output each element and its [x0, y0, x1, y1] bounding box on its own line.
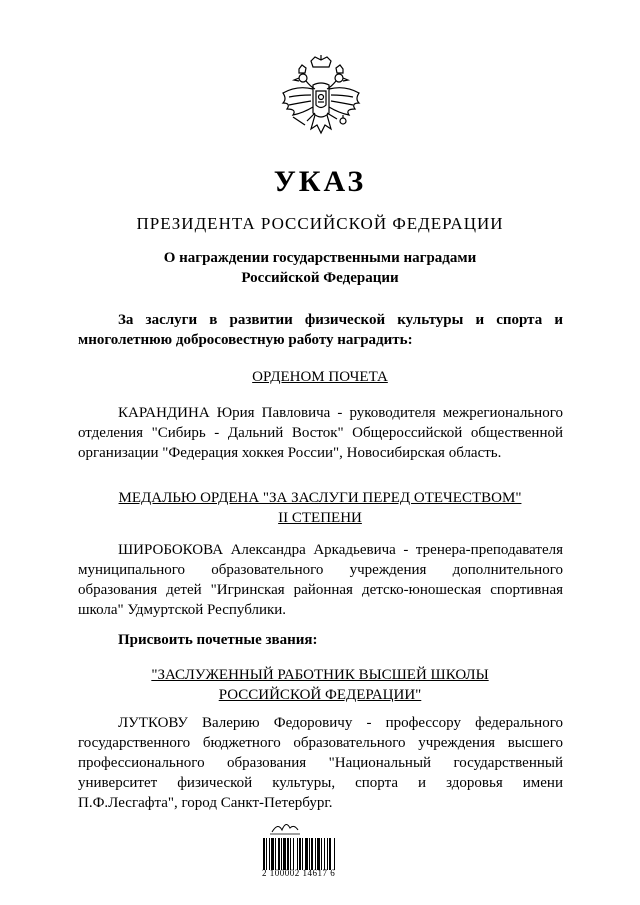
barcode-bar — [324, 838, 325, 870]
barcode-bar — [311, 838, 313, 870]
award-recipient-paragraph: ШИРОБОКОВА Александра Аркадьевича - тренера-преподавателя муниципального образовательного учреждения дополнительного образования детей "Игринская районная детско-юношеская спортивная школа" Удмуртской Республики. — [78, 542, 563, 618]
award-recipient-paragraph: КАРАНДИНА Юрия Павловича - руководителя межрегионального отделения "Сибирь - Дальний Восток" Общероссийской общественной организации "Федерация хоккея России", Новосибирская область. — [78, 405, 563, 461]
barcode-bar — [329, 838, 331, 870]
barcode-bar — [266, 838, 267, 870]
honorary-title-heading-line1: "ЗАСЛУЖЕННЫЙ РАБОТНИК ВЫСШЕЙ ШКОЛЫ — [151, 667, 489, 683]
honorary-recipient-paragraph: ЛУТКОВУ Валерию Федоровичу - профессору федерального государственного бюджетного образовательного учреждения высшего профессионального образования "Национальный государственный университет физической культуры, спорта и здоровья имени П.Ф.Лесгафта", город Санкт-Петербург. — [78, 715, 563, 811]
barcode-bar — [281, 838, 282, 870]
barcode-bar — [297, 838, 298, 870]
award-heading-medal — [0, 488, 640, 528]
honorary-title-heading — [0, 665, 640, 705]
barcode-bar — [283, 838, 286, 870]
barcode-bar — [327, 838, 328, 870]
decree-topic — [0, 248, 640, 288]
barcode-bar — [321, 838, 322, 870]
award-heading-medal-line2: II СТЕПЕНИ — [278, 510, 362, 526]
barcode-icon — [262, 838, 358, 870]
document-subtitle: ПРЕЗИДЕНТА РОССИЙСКОЙ ФЕДЕРАЦИИ — [136, 214, 504, 233]
barcode-bar — [315, 838, 316, 870]
registration-mark-icon — [268, 818, 302, 836]
barcode-number: 2 100002 14617 6 — [262, 868, 336, 878]
barcode-bar — [290, 838, 291, 870]
barcode-bar — [293, 838, 294, 870]
award-heading-order-honor: ОРДЕНОМ ПОЧЕТА — [252, 369, 388, 385]
barcode-bar — [299, 838, 301, 870]
document-title: УКАЗ — [273, 165, 367, 198]
award-heading-medal-line1: МЕДАЛЬЮ ОРДЕНА "ЗА ЗАСЛУГИ ПЕРЕД ОТЕЧЕСТВОМ" — [118, 490, 522, 506]
state-emblem-icon — [277, 55, 365, 143]
barcode-bar — [269, 838, 270, 870]
barcode-bar — [334, 838, 335, 870]
barcode-bar — [309, 838, 310, 870]
intro-paragraph: За заслуги в развитии физической культуры и спорта и многолетнюю добросовестную работу наградить: — [78, 312, 563, 348]
barcode-bar — [271, 838, 274, 870]
barcode-bar — [287, 838, 289, 870]
barcode-bar — [302, 838, 303, 870]
assign-titles-heading: Присвоить почетные звания: — [118, 632, 318, 648]
barcode-bar — [278, 838, 280, 870]
barcode-bar — [305, 838, 308, 870]
barcode-bar — [317, 838, 320, 870]
decree-topic-line2: Российской Федерации — [241, 270, 399, 286]
honorary-title-heading-line2: РОССИЙСКОЙ ФЕДЕРАЦИИ" — [218, 687, 422, 703]
barcode-bar — [263, 838, 265, 870]
barcode-bar — [275, 838, 276, 870]
decree-topic-line1: О награждении государственными наградами — [163, 250, 477, 266]
